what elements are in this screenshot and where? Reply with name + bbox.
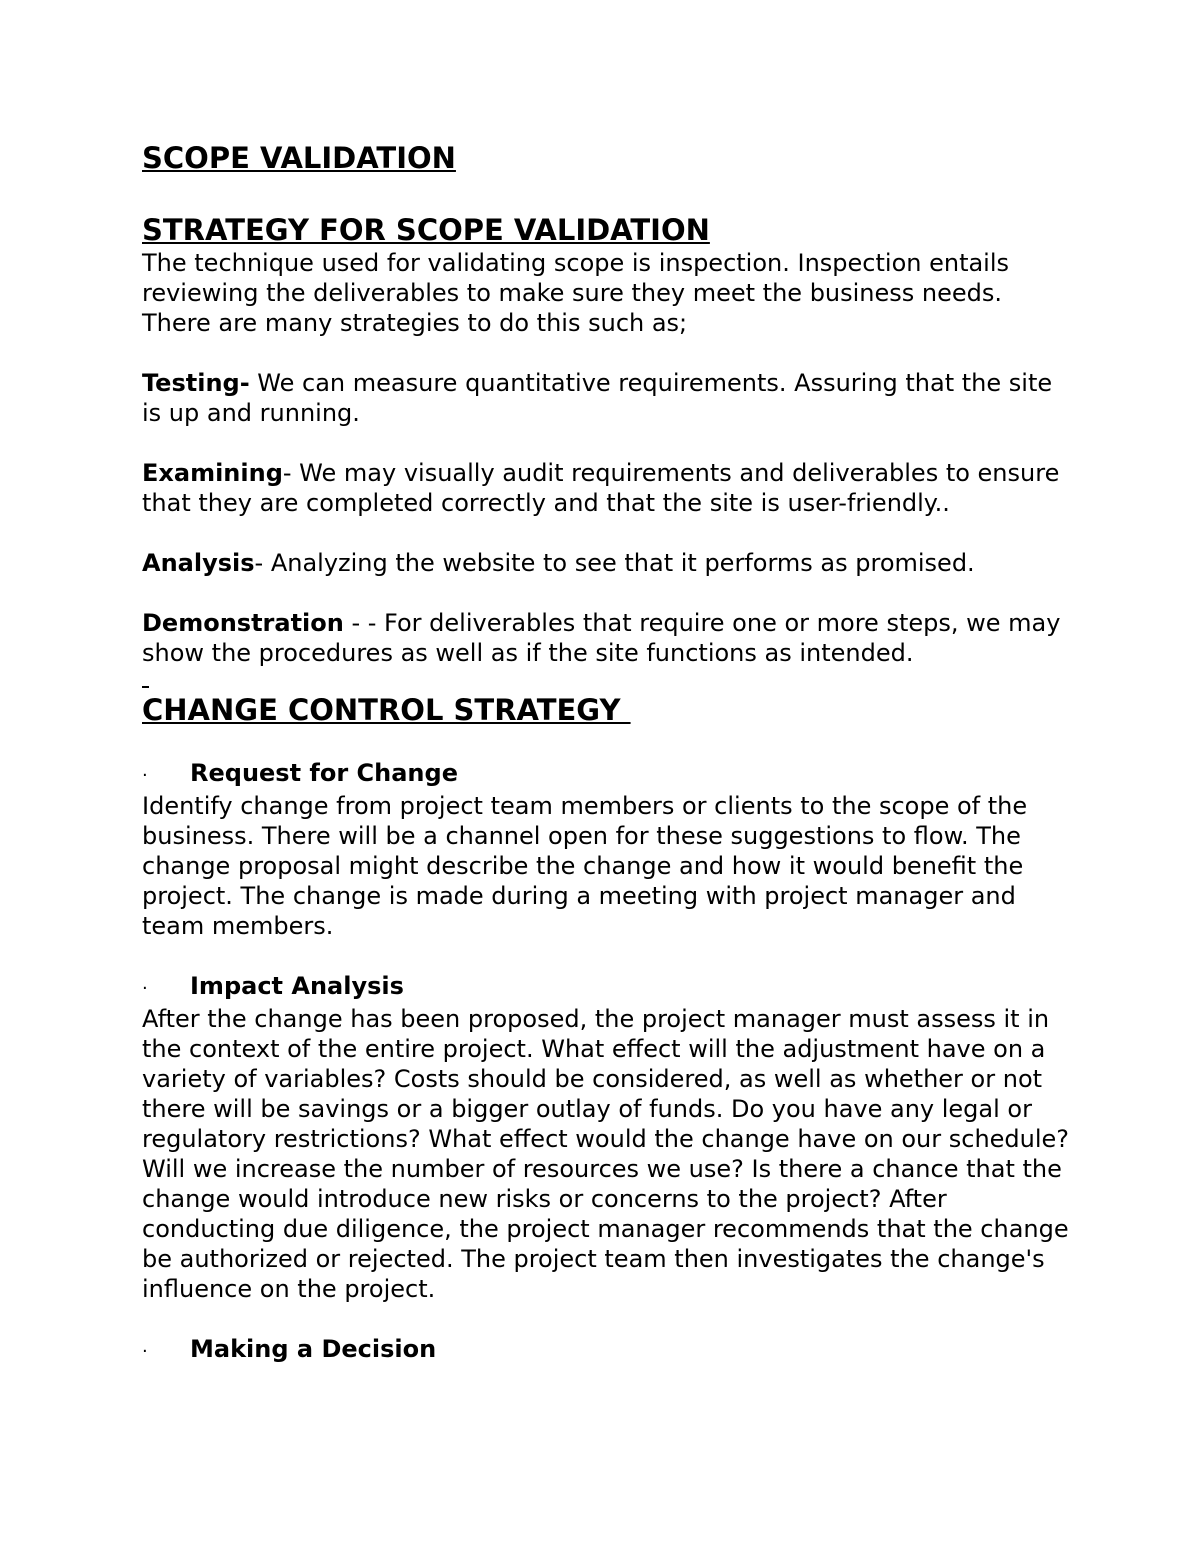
bullet-dot: ·: [142, 1341, 148, 1362]
section-intro: The technique used for validating scope is inspection. Inspection entails reviewing the deliverables to make sure they meet the business needs. There are many strategies to do this such as;: [142, 249, 1010, 337]
strategy-term: Testing-: [142, 369, 250, 397]
strategy-item-demonstration: [142, 608, 1072, 668]
document-page: [142, 140, 1072, 1367]
section-heading-change-control: CHANGE CONTROL STRATEGY: [142, 693, 631, 727]
bullet-item-making-a-decision: [142, 1334, 1072, 1367]
bullet-dot: ·: [142, 978, 148, 999]
strategy-text: - Analyzing the website to see that it performs as promised.: [254, 549, 975, 577]
strategy-item-analysis: [142, 548, 1072, 578]
strategy-item-examining: [142, 458, 1072, 518]
bullet-label: Making a Decision: [190, 1335, 437, 1363]
bullet-label: Request for Change: [190, 759, 458, 787]
strategy-text: We can measure quantitative requirements. Assuring that the site is up and running.: [142, 369, 1053, 427]
strategy-text: - We may visually audit requirements and deliverables to ensure that they are completed correctly and that the site is user-friendly..: [142, 459, 1060, 517]
bullet-dot: ·: [142, 765, 148, 786]
stray-underline-mark: [142, 672, 149, 688]
strategy-term: Demonstration: [142, 609, 344, 637]
strategy-term: Analysis: [142, 549, 255, 577]
section-heading-scope-strategy: STRATEGY FOR SCOPE VALIDATION: [142, 213, 710, 247]
strategy-item-testing: [142, 368, 1072, 428]
bullet-item-request-for-change: [142, 758, 1072, 791]
bullet-label: Impact Analysis: [190, 972, 404, 1000]
bullet-item-impact-analysis: [142, 971, 1072, 1004]
strategy-term: Examining: [142, 459, 283, 487]
strategy-text: - - For deliverables that require one or more steps, we may show the procedures as well as if the site functions as intended.: [142, 609, 1061, 667]
bullet-text: After the change has been proposed, the project manager must assess it in the context of the entire project. What effect will the adjustment have on a variety of variables? Costs should be considered, as well as whether or not there will be savings or a bigger outlay of funds. Do you have any legal or regulatory restrictions? What effect would the change have on our schedule? Will we increase the number of resources we use? Is there a chance that the change would introduce new risks or concerns to the project? After conducting due diligence, the project manager recommends that the change be authorized or rejected. The project team then investigates the change's influence on the project.: [142, 1005, 1070, 1303]
bullet-text: Identify change from project team members or clients to the scope of the business. There will be a channel open for these suggestions to flow. The change proposal might describe the change and how it would benefit the project. The change is made during a meeting with project manager and team members.: [142, 792, 1028, 940]
document-title: SCOPE VALIDATION: [142, 141, 456, 175]
